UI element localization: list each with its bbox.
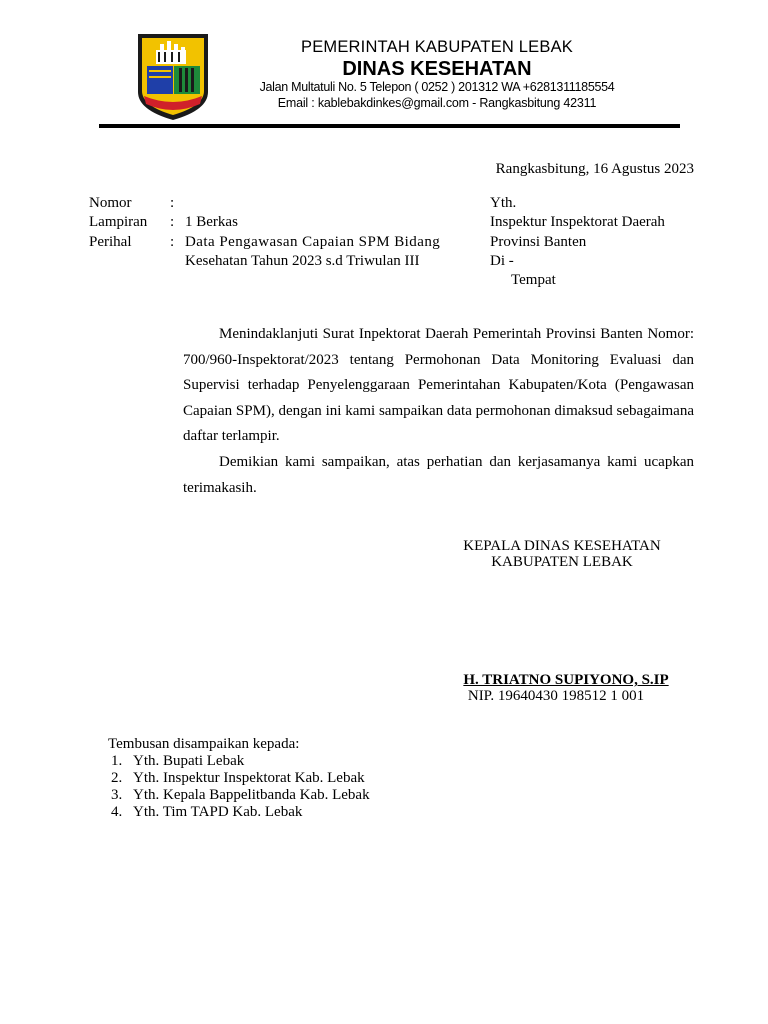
recipient-salutation: Yth. (490, 195, 517, 211)
signatory-title-line1: KEPALA DINAS KESEHATAN (463, 538, 661, 554)
list-item (108, 753, 370, 770)
list-item (108, 787, 370, 804)
tembusan-list (108, 753, 370, 821)
list-item-text: Yth. Inspektur Inspektorat Kab. Lebak (133, 770, 365, 786)
body-paragraph-1: Menindaklanjuti Surat Inpektorat Daerah Pemerintah Provinsi Banten Nomor: 700/960-Inspektorat/2023 tentang Permohonan Data Monitoring Evaluasi dan Supervisi terhadap Penyelenggaraan Pemerintahan Kabupaten/Kota (Pengawasan Capaian SPM), dengan ini kami sampaikan data permohonan dimaksud sebagaimana daftar terlampir. (183, 326, 694, 445)
tembusan-heading: Tembusan disampaikan kepada: (108, 736, 300, 752)
tembusan-section (108, 736, 370, 821)
perihal-value-line2: Kesehatan Tahun 2023 s.d Triwulan III (185, 253, 420, 269)
recipient-line4: Tempat (511, 272, 556, 288)
lampiran-label: Lampiran (89, 214, 148, 230)
perihal-value-line1: Data Pengawasan Capaian SPM Bidang (185, 234, 441, 250)
agency-email: Email : kablebakdinkes@gmail.com - Rangkasbitung 42311 (277, 96, 597, 110)
government-name: PEMERINTAH KABUPATEN LEBAK (300, 38, 573, 56)
list-item-text: Yth. Tim TAPD Kab. Lebak (133, 804, 303, 820)
letter-date: Rangkasbitung, 16 Agustus 2023 (495, 161, 694, 177)
lampiran-colon: : (170, 214, 175, 230)
perihal-colon: : (170, 234, 175, 250)
signatory-title-line2: KABUPATEN LEBAK (491, 554, 633, 570)
agency-address: Jalan Multatuli No. 5 Telepon ( 0252 ) 201312 WA +6281311185554 (259, 80, 615, 94)
regency-emblem-logo (134, 30, 212, 122)
list-item-number: 3. (111, 787, 123, 803)
list-item-number: 4. (111, 804, 123, 820)
recipient-line1: Inspektur Inspektorat Daerah (490, 214, 665, 230)
nomor-colon: : (170, 195, 175, 211)
signatory-nip: NIP. 19640430 198512 1 001 (467, 688, 645, 704)
lampiran-value: 1 Berkas (185, 214, 238, 230)
body-paragraph-2: Demikian kami sampaikan, atas perhatian dan kerjasamanya kami ucapkan terimakasih. (183, 453, 694, 496)
recipient-line2: Provinsi Banten (490, 234, 587, 250)
list-item (108, 770, 370, 787)
agency-name: DINAS KESEHATAN (342, 58, 532, 80)
list-item (108, 804, 370, 821)
recipient-line3: Di - (490, 253, 514, 269)
list-item-text: Yth. Bupati Lebak (133, 753, 245, 769)
nomor-label: Nomor (89, 195, 132, 211)
list-item-number: 1. (111, 753, 123, 769)
list-item-text: Yth. Kepala Bappelitbanda Kab. Lebak (133, 787, 370, 803)
letterhead-divider (99, 124, 680, 128)
letter-body (183, 322, 694, 501)
signatory-name: H. TRIATNO SUPIYONO, S.IP (463, 672, 669, 688)
list-item-number: 2. (111, 770, 123, 786)
perihal-label: Perihal (89, 234, 132, 250)
